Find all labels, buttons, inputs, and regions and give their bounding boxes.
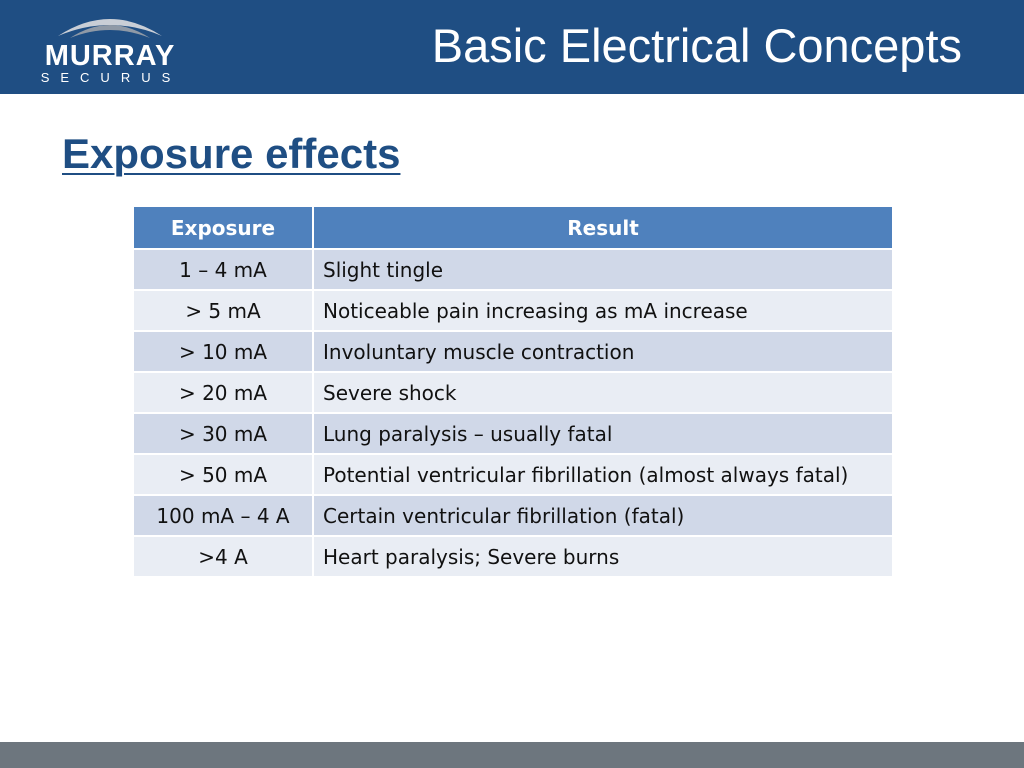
footer-bar — [0, 742, 1024, 768]
result-cell: Severe shock — [313, 372, 893, 413]
exposure-cell: > 20 mA — [133, 372, 313, 413]
exposure-cell: > 30 mA — [133, 413, 313, 454]
murray-securus-logo — [30, 8, 190, 88]
table-row — [133, 290, 893, 331]
table-row — [133, 413, 893, 454]
table-row — [133, 331, 893, 372]
result-cell: Certain ventricular fibrillation (fatal) — [313, 495, 893, 536]
exposure-cell: > 10 mA — [133, 331, 313, 372]
result-cell: Slight tingle — [313, 249, 893, 290]
exposure-effects-table — [132, 205, 894, 578]
table-row — [133, 372, 893, 413]
column-header-exposure: Exposure — [133, 206, 313, 249]
exposure-cell: > 5 mA — [133, 290, 313, 331]
page-title: Exposure effects — [62, 130, 401, 177]
result-cell: Heart paralysis; Severe burns — [313, 536, 893, 577]
result-cell: Noticeable pain increasing as mA increase — [313, 290, 893, 331]
exposure-cell: 100 mA – 4 A — [133, 495, 313, 536]
logo-arc-icon — [56, 8, 164, 38]
table-row — [133, 454, 893, 495]
logo-name: MURRAY — [44, 40, 176, 72]
table-row — [133, 249, 893, 290]
result-cell: Potential ventricular fibrillation (almost always fatal) — [313, 454, 893, 495]
result-cell: Involuntary muscle contraction — [313, 331, 893, 372]
exposure-cell: > 50 mA — [133, 454, 313, 495]
column-header-result: Result — [313, 206, 893, 249]
result-cell: Lung paralysis – usually fatal — [313, 413, 893, 454]
slide-header-title: Basic Electrical Concepts — [431, 19, 962, 72]
header-bar — [0, 0, 1024, 94]
table-row — [133, 495, 893, 536]
table-header-row — [133, 206, 893, 249]
exposure-cell: 1 – 4 mA — [133, 249, 313, 290]
logo-subtitle: SECURUS — [40, 70, 182, 85]
table-row — [133, 536, 893, 577]
exposure-cell: >4 A — [133, 536, 313, 577]
